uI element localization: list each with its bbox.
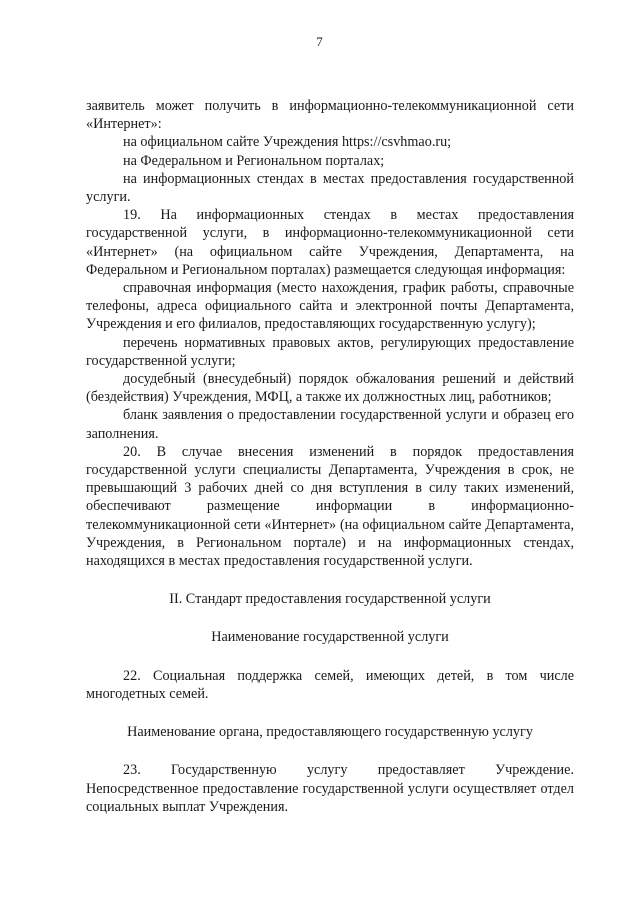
document-body — [86, 97, 574, 816]
paragraph-portals: на Федеральном и Региональном порталах; — [123, 152, 385, 169]
paragraph-reference-info: справочная информация (место нахождения, график работы, справочные телефоны, адреса официального сайта и электронной почты Департамента, Учреждения и его филиалов, предоставляющих государственную услугу); — [86, 280, 574, 333]
paragraph-22: 22. Социальная поддержка семей, имеющих детей, в том числе многодетных семей. — [86, 667, 574, 702]
page-number: 7 — [316, 34, 323, 49]
paragraph-appeal-procedure: досудебный (внесудебный) порядок обжалования решений и действий (бездействия) Учреждения, МФЦ, а также их должностных лиц, работников; — [86, 371, 574, 406]
paragraph-intro: заявитель может получить в информационно-телекоммуникационной сети «Интернет»: — [86, 98, 574, 133]
paragraph-normative-acts: перечень нормативных правовых актов, регулирующих предоставление государственной услуги; — [86, 334, 574, 369]
paragraph-23: 23. Государственную услугу предоставляет Учреждение. Непосредственное предоставление государственной услуги осуществляет отдел социальных выплат Учреждения. — [86, 762, 574, 815]
paragraph-19: 19. На информационных стендах в местах предоставления государственной услуги, в информационно-телекоммуникационной сети «Интернет» (на официальном сайте Учреждения, Департамента, на Федеральном и Региональном порталах) размещается следующая информация: — [86, 207, 574, 278]
paragraph-application-form: бланк заявления о предоставлении государственной услуги и образец его заполнения. — [86, 407, 574, 442]
paragraph-20: 20. В случае внесения изменений в порядок предоставления государственной услуги специалисты Департамента, Учреждения в срок, не превышающий 3 рабочих дней со дня вступления в силу таких изменений, обеспечивают размещение информации в информационно-телекоммуникационной сети «Интернет» (на официальном сайте Департамента, Учреждения, в Региональном портале) и на информационных стендах, находящихся в местах предоставления государственной услуги. — [86, 443, 574, 570]
heading-authority: Наименование органа, предоставляющего государственную услугу — [127, 724, 533, 741]
paragraph-info-stands: на информационных стендах в местах предоставления государственной услуги. — [86, 170, 574, 206]
section-title: II. Стандарт предоставления государственной услуги — [169, 591, 491, 608]
paragraph-official-site: на официальном сайте Учреждения https://csvhmao.ru; — [123, 134, 452, 151]
heading-service-name: Наименование государственной услуги — [211, 629, 449, 646]
